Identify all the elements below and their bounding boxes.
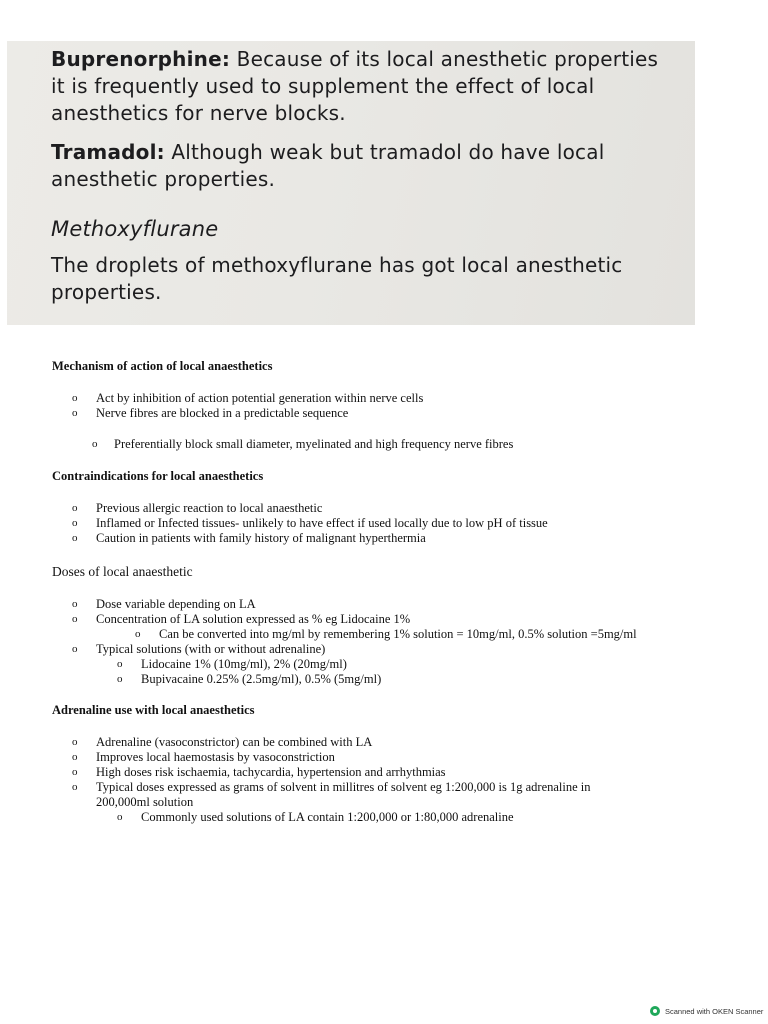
bullet-icon: o xyxy=(72,736,78,748)
list-item-text: Concentration of LA solution expressed as % eg Lidocaine 1% xyxy=(96,612,411,626)
bullet-icon: o xyxy=(72,532,78,544)
list-item-text: Act by inhibition of action potential generation within nerve cells xyxy=(96,391,424,405)
bullet-icon: o xyxy=(72,781,78,793)
scanner-watermark xyxy=(650,1006,763,1016)
list-item-text: Preferentially block small diameter, myelinated and high frequency nerve fibres xyxy=(114,437,514,451)
book-excerpt-photo xyxy=(7,41,695,325)
bullet-icon: o xyxy=(72,392,78,404)
bullet-icon: o xyxy=(72,751,78,763)
methoxyflurane-heading: Methoxyflurane xyxy=(51,217,219,241)
bullet-icon: o xyxy=(72,502,78,514)
list-item-text: Adrenaline (vasoconstrictor) can be combined with LA xyxy=(96,735,373,749)
contraindications-heading: Contraindications for local anaesthetics xyxy=(52,469,264,483)
list-item-text: Typical solutions (with or without adrenaline) xyxy=(96,642,326,656)
tramadol-term: Tramadol: xyxy=(51,140,165,164)
buprenorphine-paragraph xyxy=(51,46,671,127)
bullet-icon: o xyxy=(117,811,123,823)
list-item-text: Commonly used solutions of LA contain 1:200,000 or 1:80,000 adrenaline xyxy=(141,810,514,824)
scanner-logo-icon xyxy=(650,1006,660,1016)
tramadol-paragraph xyxy=(51,139,671,193)
bullet-icon: o xyxy=(135,628,141,640)
bullet-icon: o xyxy=(72,643,78,655)
doses-heading: Doses of local anaesthetic xyxy=(52,564,193,579)
bullet-icon: o xyxy=(72,598,78,610)
tramadol-text: Although weak but tramadol do have local anesthetic properties. xyxy=(51,140,605,191)
list-item-text: Inflamed or Infected tissues- unlikely to have effect if used locally due to low pH of tissue xyxy=(96,516,548,530)
mechanism-heading: Mechanism of action of local anaesthetics xyxy=(52,359,273,373)
list-item-text: High doses risk ischaemia, tachycardia, hypertension and arrhythmias xyxy=(96,765,446,779)
list-item-text: Can be converted into mg/ml by remembering 1% solution = 10mg/ml, 0.5% solution =5mg/ml xyxy=(159,627,637,641)
bullet-icon: o xyxy=(92,438,98,450)
list-item-continuation: 200,000ml solution xyxy=(96,795,194,809)
list-item-text: Dose variable depending on LA xyxy=(96,597,256,611)
list-item-text: Caution in patients with family history of malignant hyperthermia xyxy=(96,531,426,545)
bullet-icon: o xyxy=(72,613,78,625)
bullet-icon: o xyxy=(72,766,78,778)
list-item-text: Previous allergic reaction to local anaesthetic xyxy=(96,501,323,515)
list-item-text: Lidocaine 1% (10mg/ml), 2% (20mg/ml) xyxy=(141,657,347,671)
list-item-text: Bupivacaine 0.25% (2.5mg/ml), 0.5% (5mg/ml) xyxy=(141,672,382,686)
buprenorphine-text: Because of its local anesthetic properties it is frequently used to supplement the effect of local anesthetics for nerve blocks. xyxy=(51,47,659,125)
list-item-text: Typical doses expressed as grams of solvent in millitres of solvent eg 1:200,000 is 1g adrenaline in xyxy=(96,780,591,794)
bullet-icon: o xyxy=(117,658,123,670)
methoxyflurane-text: The droplets of methoxyflurane has got local anesthetic properties. xyxy=(51,253,623,304)
adrenaline-heading: Adrenaline use with local anaesthetics xyxy=(52,703,255,717)
bullet-icon: o xyxy=(117,673,123,685)
list-item-text: Improves local haemostasis by vasoconstriction xyxy=(96,750,335,764)
bullet-icon: o xyxy=(72,407,78,419)
scanner-watermark-text: Scanned with OKEN Scanner xyxy=(665,1006,764,1016)
buprenorphine-term: Buprenorphine: xyxy=(51,47,231,71)
bullet-icon: o xyxy=(72,517,78,529)
list-item-text: Nerve fibres are blocked in a predictable sequence xyxy=(96,406,349,420)
